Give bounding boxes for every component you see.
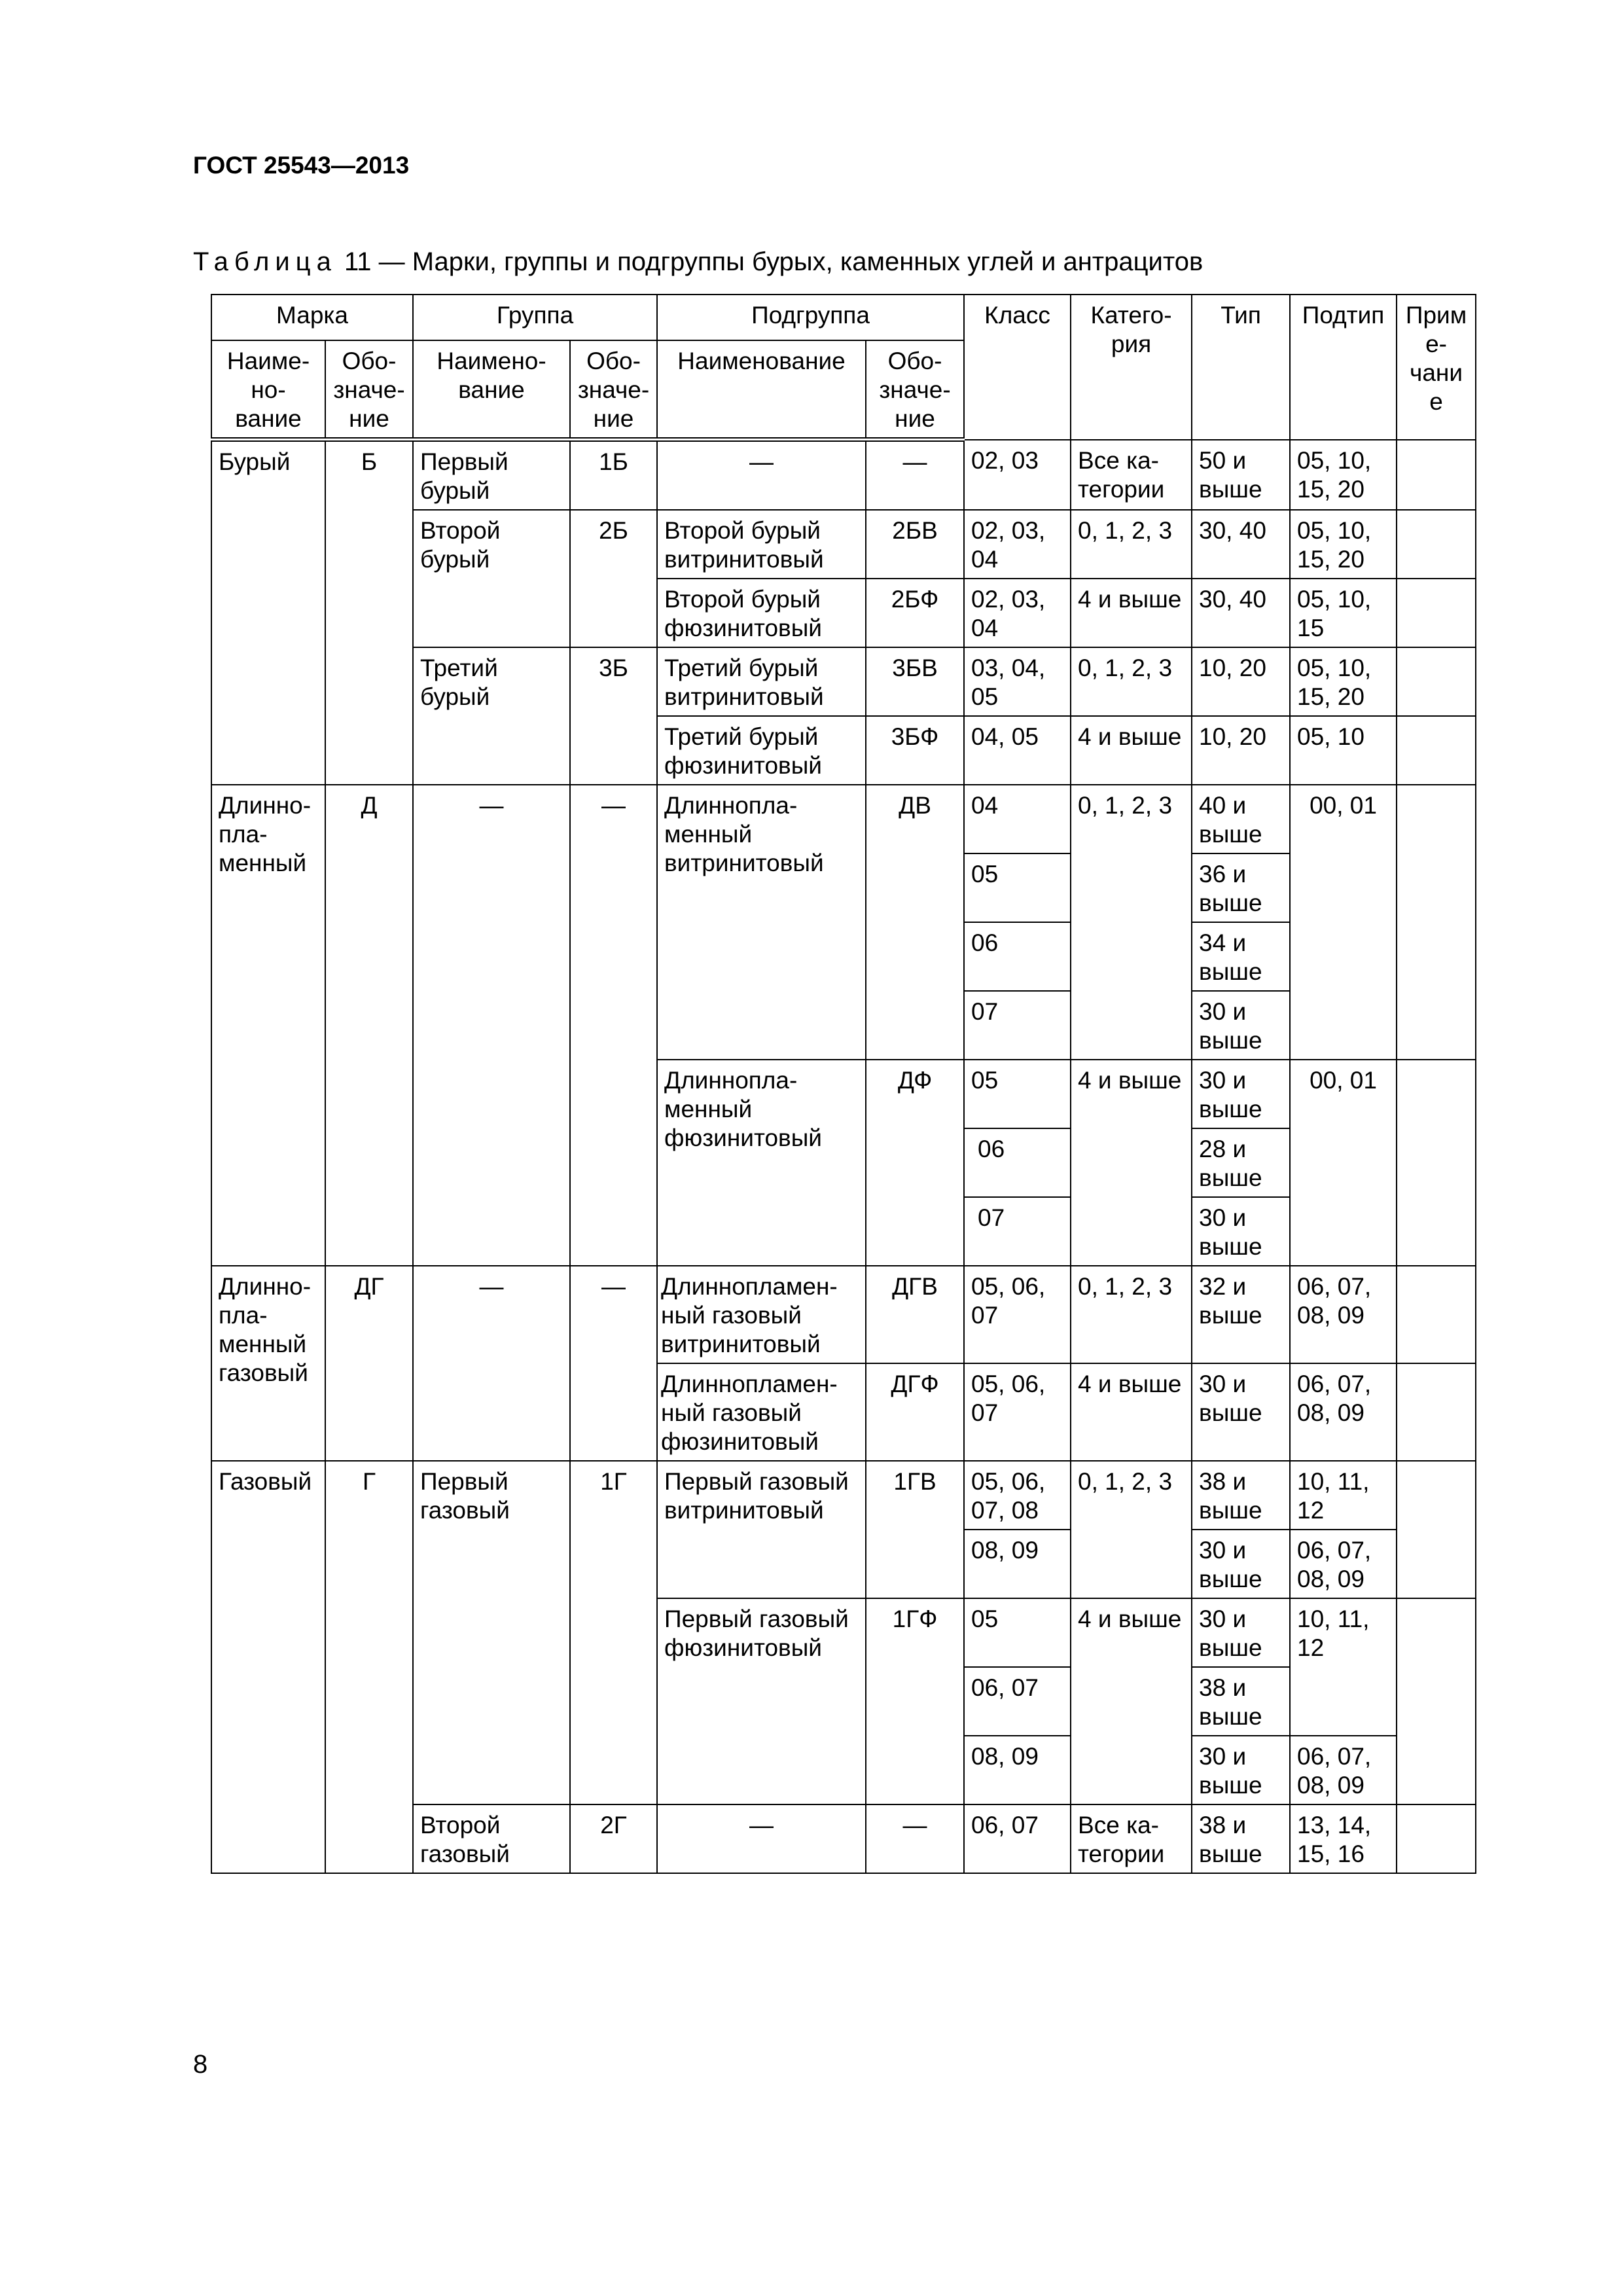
- note-cell: [1397, 440, 1476, 511]
- type-cell: 36 и выше: [1192, 853, 1290, 922]
- class-cell: 05: [964, 853, 1071, 922]
- group-name-cell: Первый бурый: [413, 440, 570, 511]
- group-code-cell: 1Б: [570, 440, 657, 511]
- subgroup-code-cell: 1ГФ: [866, 1598, 964, 1804]
- column-header-marka: Марка: [211, 295, 413, 340]
- class-cell: 05, 06, 07: [964, 1363, 1071, 1461]
- subgroup-name-cell: Второй бурый витринитовый: [657, 510, 866, 579]
- subgroup-code-cell: 3БФ: [866, 716, 964, 785]
- mark-name-cell: Бурый: [211, 440, 325, 785]
- coal-grades-table: [211, 294, 1476, 1874]
- class-cell: 02, 03, 04: [964, 510, 1071, 579]
- subtype-cell: 00, 01: [1290, 1060, 1397, 1266]
- class-cell: 05: [964, 1598, 1071, 1667]
- note-cell: [1397, 785, 1476, 1060]
- note-cell: [1397, 647, 1476, 716]
- subgroup-code-cell: 1ГВ: [866, 1461, 964, 1598]
- table-row: [211, 1266, 1476, 1363]
- type-cell: 38 и выше: [1192, 1667, 1290, 1736]
- group-name-cell: Второй газовый: [413, 1804, 570, 1873]
- subgroup-name-cell: Длиннопла- менный витринитовый: [657, 785, 866, 1060]
- category-cell: 0, 1, 2, 3: [1071, 647, 1192, 716]
- type-cell: 30 и выше: [1192, 1363, 1290, 1461]
- subtype-cell: 13, 14, 15, 16: [1290, 1804, 1397, 1873]
- note-cell: [1397, 1266, 1476, 1363]
- subgroup-code-cell: ДГФ: [866, 1363, 964, 1461]
- subtype-cell: 06, 07, 08, 09: [1290, 1363, 1397, 1461]
- group-name-cell: Второй бурый: [413, 510, 570, 647]
- note-cell: [1397, 1363, 1476, 1461]
- type-cell: 30, 40: [1192, 510, 1290, 579]
- column-header-klass: Класс: [964, 295, 1071, 440]
- page-number: 8: [193, 2050, 208, 2079]
- type-cell: 10, 20: [1192, 716, 1290, 785]
- subgroup-code-cell: —: [866, 1804, 964, 1873]
- class-cell: 05, 06, 07: [964, 1266, 1071, 1363]
- type-cell: 40 и выше: [1192, 785, 1290, 853]
- mark-name-cell: Газовый: [211, 1461, 325, 1873]
- subgroup-code-cell: ДВ: [866, 785, 964, 1060]
- subgroup-name-cell: Длиннопламен- ный газовый фюзинитовый: [657, 1363, 866, 1461]
- note-cell: [1397, 510, 1476, 579]
- column-header-gruppa-name: Наимено- вание: [413, 340, 570, 440]
- mark-name-cell: Длинно- пла- менный: [211, 785, 325, 1266]
- type-cell: 30 и выше: [1192, 1736, 1290, 1804]
- category-cell: 0, 1, 2, 3: [1071, 1266, 1192, 1363]
- group-code-cell: 3Б: [570, 647, 657, 785]
- group-code-cell: 2Б: [570, 510, 657, 647]
- subgroup-code-cell: ДГВ: [866, 1266, 964, 1363]
- subgroup-name-cell: —: [657, 440, 866, 511]
- subtype-cell: 00, 01: [1290, 785, 1397, 1060]
- subtype-cell: 10, 11, 12: [1290, 1598, 1397, 1736]
- group-name-cell: Первый газовый: [413, 1461, 570, 1804]
- subtype-cell: 05, 10, 15, 20: [1290, 510, 1397, 579]
- subgroup-code-cell: —: [866, 440, 964, 511]
- subgroup-name-cell: Первый газовый фюзинитовый: [657, 1598, 866, 1804]
- subtype-cell: 06, 07, 08, 09: [1290, 1530, 1397, 1598]
- column-header-tip: Тип: [1192, 295, 1290, 440]
- group-code-cell: 2Г: [570, 1804, 657, 1873]
- note-cell: [1397, 579, 1476, 647]
- class-cell: 05, 06, 07, 08: [964, 1461, 1071, 1530]
- document-header: ГОСТ 25543—2013: [193, 152, 410, 179]
- table-header: [211, 295, 1476, 440]
- subgroup-name-cell: Третий бурый фюзинитовый: [657, 716, 866, 785]
- mark-code-cell: Б: [325, 440, 413, 785]
- class-cell: 06, 07: [964, 1667, 1071, 1736]
- subtype-cell: 05, 10, 15, 20: [1290, 647, 1397, 716]
- subtype-cell: 06, 07, 08, 09: [1290, 1266, 1397, 1363]
- class-cell: 07: [964, 991, 1071, 1060]
- class-cell: 04: [964, 785, 1071, 853]
- type-cell: 30 и выше: [1192, 1598, 1290, 1667]
- subtype-cell: 05, 10, 15, 20: [1290, 440, 1397, 511]
- type-cell: 38 и выше: [1192, 1461, 1290, 1530]
- category-cell: 0, 1, 2, 3: [1071, 510, 1192, 579]
- category-cell: 4 и выше: [1071, 1598, 1192, 1804]
- group-code-cell: 1Г: [570, 1461, 657, 1804]
- category-cell: 4 и выше: [1071, 1363, 1192, 1461]
- mark-code-cell: Д: [325, 785, 413, 1266]
- subgroup-code-cell: 3БВ: [866, 647, 964, 716]
- class-cell: 02, 03: [964, 440, 1071, 511]
- class-cell: 07: [964, 1197, 1071, 1266]
- subgroup-name-cell: Третий бурый витринитовый: [657, 647, 866, 716]
- column-header-kategoriya: Катего- рия: [1071, 295, 1192, 440]
- category-cell: 4 и выше: [1071, 1060, 1192, 1266]
- column-header-podtip: Подтип: [1290, 295, 1397, 440]
- type-cell: 34 и выше: [1192, 922, 1290, 991]
- category-cell: 0, 1, 2, 3: [1071, 1461, 1192, 1598]
- column-header-podgruppa-code: Обо- значе- ние: [866, 340, 964, 440]
- table-row: [211, 1461, 1476, 1530]
- table-row: [211, 785, 1476, 853]
- type-cell: 30 и выше: [1192, 1060, 1290, 1128]
- column-header-podgruppa-name: Наименование: [657, 340, 866, 440]
- column-header-gruppa-code: Обо- значе- ние: [570, 340, 657, 440]
- mark-code-cell: Г: [325, 1461, 413, 1873]
- column-header-podgruppa: Подгруппа: [657, 295, 964, 340]
- category-cell: 0, 1, 2, 3: [1071, 785, 1192, 1060]
- type-cell: 28 и выше: [1192, 1128, 1290, 1197]
- table-row: [211, 440, 1476, 511]
- group-name-cell: —: [413, 1266, 570, 1461]
- type-cell: 30 и выше: [1192, 991, 1290, 1060]
- table-caption: [193, 247, 1203, 277]
- group-name-cell: —: [413, 785, 570, 1266]
- class-cell: 06: [964, 1128, 1071, 1197]
- type-cell: 30 и выше: [1192, 1197, 1290, 1266]
- subgroup-name-cell: Второй бурый фюзинитовый: [657, 579, 866, 647]
- note-cell: [1397, 1461, 1476, 1598]
- category-cell: Все ка- тегории: [1071, 440, 1192, 511]
- class-cell: 08, 09: [964, 1736, 1071, 1804]
- class-cell: 08, 09: [964, 1530, 1071, 1598]
- column-header-primechanie: Прим е- чани е: [1397, 295, 1476, 440]
- column-header-marka-name: Наиме- но- вание: [211, 340, 325, 440]
- subgroup-name-cell: Длиннопла- менный фюзинитовый: [657, 1060, 866, 1266]
- category-cell: 4 и выше: [1071, 716, 1192, 785]
- column-header-gruppa: Группа: [413, 295, 657, 340]
- table-caption-text: — Марки, группы и подгруппы бурых, каменных углей и антрацитов: [378, 247, 1204, 276]
- type-cell: 30, 40: [1192, 579, 1290, 647]
- subgroup-name-cell: Длиннопламен- ный газовый витринитовый: [657, 1266, 866, 1363]
- group-code-cell: —: [570, 1266, 657, 1461]
- type-cell: 32 и выше: [1192, 1266, 1290, 1363]
- table-caption-number: 11: [344, 247, 372, 276]
- class-cell: 03, 04, 05: [964, 647, 1071, 716]
- subgroup-code-cell: 2БФ: [866, 579, 964, 647]
- note-cell: [1397, 716, 1476, 785]
- mark-code-cell: ДГ: [325, 1266, 413, 1461]
- note-cell: [1397, 1060, 1476, 1266]
- class-cell: 06: [964, 922, 1071, 991]
- category-cell: 4 и выше: [1071, 579, 1192, 647]
- table-caption-label: Таблица: [193, 247, 337, 276]
- mark-name-cell: Длинно- пла- менный газовый: [211, 1266, 325, 1461]
- subtype-cell: 10, 11, 12: [1290, 1461, 1397, 1530]
- group-name-cell: Третий бурый: [413, 647, 570, 785]
- table-body: [211, 440, 1476, 1874]
- column-header-marka-code: Обо- значе- ние: [325, 340, 413, 440]
- category-cell: Все ка- тегории: [1071, 1804, 1192, 1873]
- type-cell: 10, 20: [1192, 647, 1290, 716]
- note-cell: [1397, 1804, 1476, 1873]
- group-code-cell: —: [570, 785, 657, 1266]
- subgroup-code-cell: 2БВ: [866, 510, 964, 579]
- class-cell: 02, 03, 04: [964, 579, 1071, 647]
- type-cell: 50 и выше: [1192, 440, 1290, 511]
- subtype-cell: 05, 10, 15: [1290, 579, 1397, 647]
- class-cell: 06, 07: [964, 1804, 1071, 1873]
- note-cell: [1397, 1598, 1476, 1804]
- type-cell: 38 и выше: [1192, 1804, 1290, 1873]
- class-cell: 05: [964, 1060, 1071, 1128]
- subgroup-code-cell: ДФ: [866, 1060, 964, 1266]
- subtype-cell: 06, 07, 08, 09: [1290, 1736, 1397, 1804]
- subgroup-name-cell: Первый газовый витринитовый: [657, 1461, 866, 1598]
- subgroup-name-cell: —: [657, 1804, 866, 1873]
- type-cell: 30 и выше: [1192, 1530, 1290, 1598]
- class-cell: 04, 05: [964, 716, 1071, 785]
- subtype-cell: 05, 10: [1290, 716, 1397, 785]
